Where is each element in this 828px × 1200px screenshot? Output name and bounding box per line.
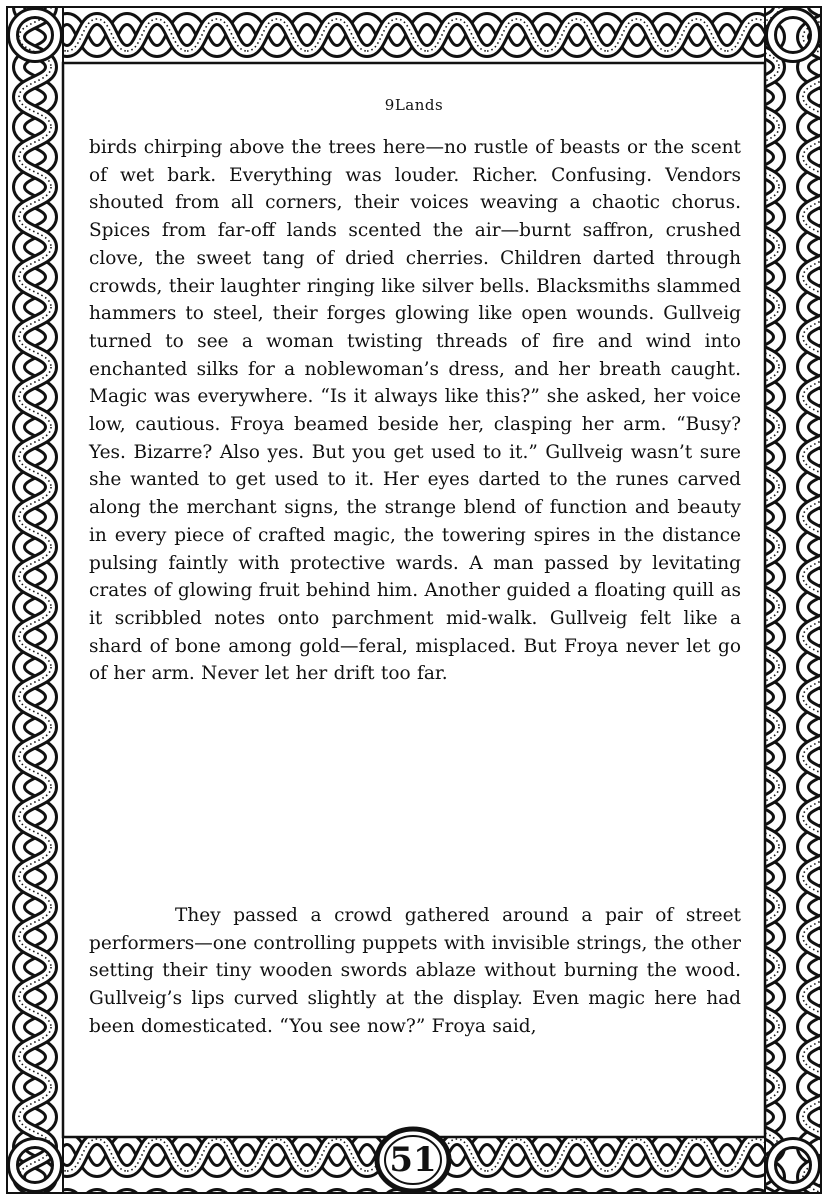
body-paragraph-1: birds chirping above the trees here—no rustle of beasts or the scent of wet bark. Everything was louder. Richer. Confusing. Vendors shouted from all corners, their voices weaving a chaotic chorus. Spices from far-off lands scented the air—burnt saffron, crushed clove, the sweet tang of dried cherries. Children darted through crowds, their laughter ringing like silver bells. Blacksmiths slammed hammers to steel, their forges glowing like open wounds. Gullveig turned to see a woman twisting threads of fire and wind into enchanted silks for a noblewoman’s dress, and her breath caught. Magic was everywhere. “Is it always like this?” she asked, her voice low, cautious. Froya beamed beside her, clasping her arm. “Busy? Yes. Bizarre? Also yes. But you get used to it.” Gullveig wasn’t sure she wanted to get used to it. Her eyes darted to the runes carved along the merchant signs, the strange blend of function and beauty in every piece of crafted magic, the towering spires in the distance pulsing faintly with protective wards. A man passed by levitating crates of glowing fruit behind him. Another guided a floating quill as it scribbled notes onto parchment mid-walk. Gullveig felt like a shard of bone among gold—feral, misplaced. But Froya never let go of her arm. Never let her drift too far. xyxy=(89,137,741,685)
body-paragraph-2: They passed a crowd gathered around a pair of street performers—one controlling puppets with invisible strings, the other setting their tiny wooden swords ablaze without burning the wood. Gullveig’s lips curved slightly at the display. Even magic here had been domesticated. “You see now?” Froya said, xyxy=(89,905,741,1037)
page-number: 51 xyxy=(389,1140,437,1180)
running-head: 9Lands xyxy=(384,96,444,114)
